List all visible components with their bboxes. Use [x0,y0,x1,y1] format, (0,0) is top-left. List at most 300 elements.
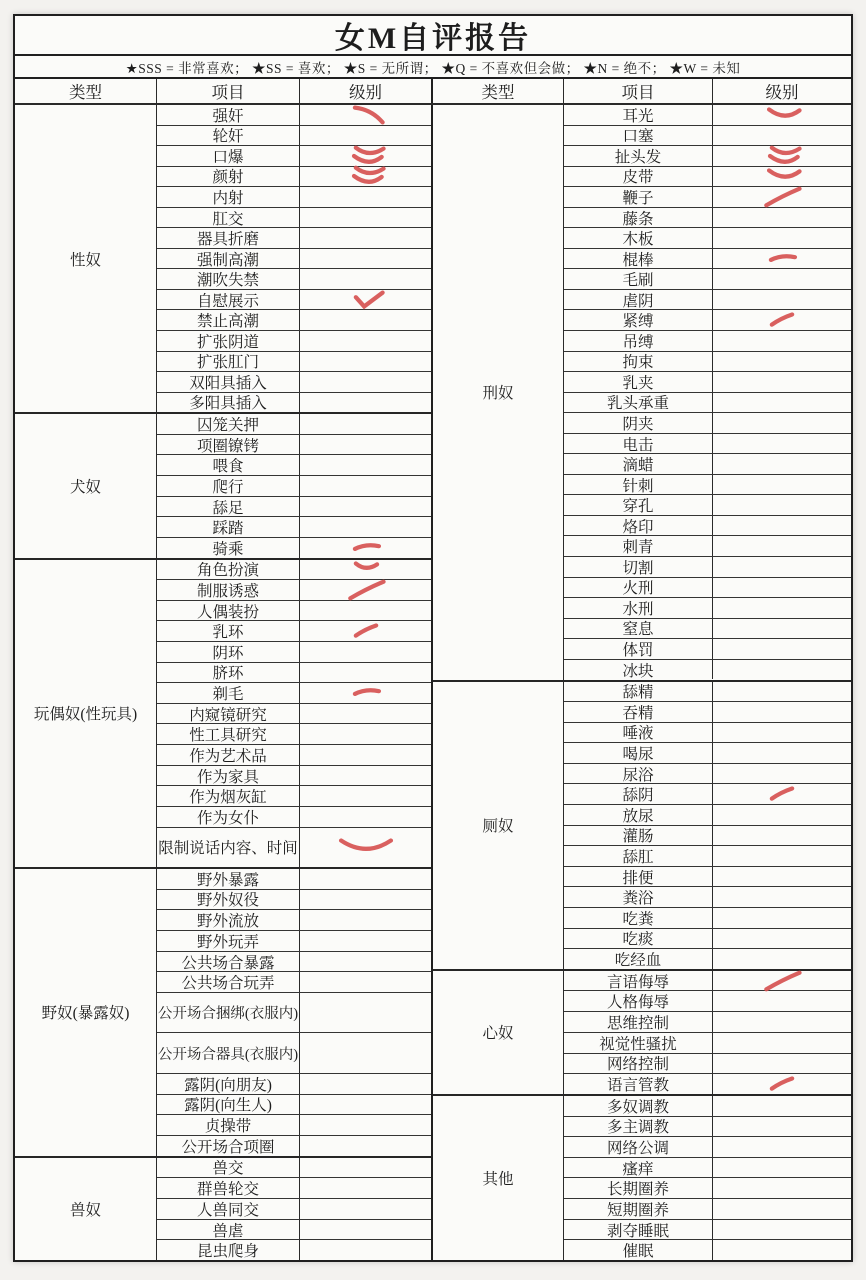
table-row [564,660,851,680]
category-cell: 玩偶奴(性玩具) [15,560,157,867]
level-cell [713,126,851,146]
item-cell: 内射 [157,187,300,207]
item-cell: 长期圈养 [564,1178,713,1198]
table-row [564,619,851,640]
level-cell [300,972,431,992]
table-row [564,413,851,434]
level-cell [713,1137,851,1157]
level-cell [300,538,431,558]
table-row [157,1199,431,1220]
item-cell: 公共场合玩弄 [157,972,300,992]
level-cell [713,146,851,166]
level-cell [300,1033,431,1072]
item-cell: 窒息 [564,619,713,639]
item-cell: 作为家具 [157,766,300,786]
item-cell: 多阳具插入 [157,393,300,413]
table-row [564,454,851,475]
table-row [157,952,431,973]
table-row [157,228,431,249]
item-cell: 器具折磨 [157,228,300,248]
table-row [564,290,851,311]
level-cell [300,560,431,580]
item-cell: 制服诱惑 [157,580,300,600]
level-cell [300,601,431,621]
table-row [564,867,851,888]
table-row [564,682,851,703]
item-cell: 扩张肛门 [157,352,300,372]
item-cell: 爬行 [157,476,300,496]
level-cell [300,435,431,455]
item-cell: 多主调教 [564,1117,713,1137]
category-cell: 兽奴 [15,1158,157,1260]
table-row [564,393,851,414]
item-cell: 网络控制 [564,1054,713,1074]
item-cell: 语言管教 [564,1074,713,1094]
category-section [433,682,851,971]
table-row [564,1158,851,1179]
header-item: 项目 [564,79,713,103]
item-cell: 双阳具插入 [157,372,300,392]
item-cell: 吞精 [564,702,713,722]
item-cell: 吃痰 [564,929,713,949]
category-section [433,1096,851,1260]
level-cell [713,208,851,228]
level-cell [713,805,851,825]
item-cell: 贞操带 [157,1115,300,1135]
table-row [564,846,851,867]
category-cell: 野奴(暴露奴) [15,869,157,1156]
level-cell [713,971,851,991]
level-cell [713,887,851,907]
level-cell [713,619,851,639]
level-cell [300,828,431,867]
red-pen-mark-dash [342,536,390,560]
level-cell [713,784,851,804]
table-row [157,1136,431,1156]
table-row [157,910,431,931]
table-row [157,993,431,1033]
table-row [564,495,851,516]
item-cell: 脐环 [157,663,300,683]
table-row [564,702,851,723]
level-cell [713,310,851,330]
item-cell: 吃经血 [564,949,713,969]
level-cell [713,598,851,618]
item-cell: 短期圈养 [564,1199,713,1219]
table-row [564,949,851,969]
level-cell [300,517,431,537]
level-cell [300,931,431,951]
table-row [564,805,851,826]
level-cell [300,126,431,146]
item-cell: 木板 [564,228,713,248]
item-cell: 野外玩弄 [157,931,300,951]
item-cell: 野外奴役 [157,890,300,910]
rating-legend: ★SSS = 非常喜欢； ★SS = 喜欢； ★S = 无所谓； ★Q = 不喜欢但会做； ★N = 绝不； ★W = 未知 [15,56,851,79]
item-cell: 拘束 [564,352,713,372]
level-cell [713,352,851,372]
level-cell [300,1199,431,1219]
item-cell: 体罚 [564,639,713,659]
item-cell: 排便 [564,867,713,887]
table-row [157,828,431,867]
level-cell [713,949,851,969]
level-cell [300,269,431,289]
table-row [564,352,851,373]
table-row [157,1220,431,1241]
item-cell: 露阴(向朋友) [157,1074,300,1094]
item-cell: 强制高潮 [157,249,300,269]
level-cell [300,105,431,125]
table-row [564,105,851,126]
level-cell [713,372,851,392]
table-row [157,663,431,684]
item-cell: 兽虐 [157,1220,300,1240]
level-cell [300,228,431,248]
red-pen-mark-sslash [759,308,805,332]
category-cell: 犬奴 [15,414,157,557]
item-cell: 踩踏 [157,517,300,537]
item-cell: 扩张阴道 [157,331,300,351]
item-cell: 人兽同交 [157,1199,300,1219]
level-cell [300,766,431,786]
table-row [564,331,851,352]
table-row [157,393,431,413]
level-cell [713,105,851,125]
item-cell: 阴夹 [564,413,713,433]
level-cell [713,331,851,351]
table-row [157,745,431,766]
category-section [433,971,851,1096]
table-row [564,991,851,1012]
level-cell [300,290,431,310]
level-cell [300,476,431,496]
table-row [564,434,851,455]
level-cell [713,536,851,556]
table-row [157,310,431,331]
table-row [157,1095,431,1116]
red-pen-mark-arc [338,103,394,127]
level-cell [300,310,431,330]
table-row [157,931,431,952]
item-cell: 滴蜡 [564,454,713,474]
level-cell [713,1074,851,1094]
item-cell: 潮吹失禁 [157,269,300,289]
header-level: 级别 [349,83,382,102]
table-row [157,683,431,704]
item-cell: 内窥镜研究 [157,704,300,724]
item-cell: 公开场合项圈 [157,1136,300,1156]
table-row [157,290,431,311]
item-cell: 棍棒 [564,249,713,269]
level-cell [713,743,851,763]
level-cell [713,929,851,949]
category-cell: 心奴 [433,971,564,1094]
table-row [157,105,431,126]
level-cell [300,455,431,475]
level-cell [300,952,431,972]
level-cell [713,764,851,784]
level-cell [713,1178,851,1198]
table-row [157,642,431,663]
item-cell: 群兽轮交 [157,1178,300,1198]
item-cell: 刺青 [564,536,713,556]
level-cell [713,1220,851,1240]
level-cell [713,826,851,846]
table-row [157,414,431,435]
level-cell [713,1240,851,1260]
item-cell: 烙印 [564,516,713,536]
item-cell: 舔阴 [564,784,713,804]
item-cell: 灌肠 [564,826,713,846]
item-cell: 口塞 [564,126,713,146]
level-cell [713,1199,851,1219]
item-cell: 乳头承重 [564,393,713,413]
item-cell: 网络公调 [564,1137,713,1157]
item-cell: 耳光 [564,105,713,125]
table-row [157,352,431,373]
level-cell [300,683,431,703]
table-row [157,372,431,393]
item-cell: 自慰展示 [157,290,300,310]
table-row [564,1220,851,1241]
item-cell: 针刺 [564,475,713,495]
item-cell: 项圈镣铐 [157,435,300,455]
level-cell [300,146,431,166]
item-cell: 野外流放 [157,910,300,930]
level-cell [300,1158,431,1178]
item-cell: 唾液 [564,723,713,743]
item-cell: 毛刷 [564,269,713,289]
assessment-table [13,14,853,1262]
item-cell: 乳环 [157,621,300,641]
table-row [157,249,431,270]
table-row [564,208,851,229]
category-section [15,105,431,414]
table-row [157,704,431,725]
item-cell: 放尿 [564,805,713,825]
level-cell [713,249,851,269]
table-row [564,1199,851,1220]
item-cell: 兽交 [157,1158,300,1178]
red-pen-mark-slash [336,578,396,602]
item-cell: 吃粪 [564,908,713,928]
header-right-half [433,79,851,103]
table-row [564,1240,851,1260]
item-cell: 穿孔 [564,495,713,515]
item-cell: 尿浴 [564,764,713,784]
item-cell: 电击 [564,434,713,454]
level-cell [713,393,851,413]
item-cell: 多奴调教 [564,1096,713,1116]
item-cell: 公开场合器具(衣服内) [157,1033,300,1072]
level-cell [713,682,851,702]
level-cell [713,660,851,680]
table-row [564,557,851,578]
header-type: 类型 [15,79,157,103]
red-pen-mark-curve [754,103,810,127]
level-cell [713,1012,851,1032]
red-pen-mark-dash [758,247,806,271]
table-row [157,1074,431,1095]
item-cell: 思维控制 [564,1012,713,1032]
level-cell [713,167,851,187]
level-cell [300,869,431,889]
table-row [564,1074,851,1094]
table-row [564,743,851,764]
item-cell: 水刑 [564,598,713,618]
table-row [564,908,851,929]
red-pen-mark-dchevron [338,164,394,188]
level-cell [713,269,851,289]
item-cell: 藤条 [564,208,713,228]
level-cell [300,1115,431,1135]
red-pen-mark-tick [338,288,394,312]
level-cell [713,495,851,515]
level-cell [300,1240,431,1260]
table-row [157,167,431,188]
table-row [564,929,851,950]
item-cell: 扯头发 [564,146,713,166]
table-row [564,826,851,847]
item-cell: 吊缚 [564,331,713,351]
table-row [157,1115,431,1136]
category-cell: 刑奴 [433,105,564,680]
table-row [157,621,431,642]
red-pen-mark-slash [752,969,812,993]
table-row [157,869,431,890]
table-row [564,310,851,331]
category-section [15,1158,431,1260]
item-cell: 公共场合暴露 [157,952,300,972]
category-section [15,869,431,1158]
table-row [564,578,851,599]
item-cell: 野外暴露 [157,869,300,889]
table-row [157,1178,431,1199]
level-cell [300,393,431,413]
table-row [157,208,431,229]
level-cell [713,228,851,248]
item-cell: 囚笼关押 [157,414,300,434]
table-row [157,187,431,208]
item-cell: 粪浴 [564,887,713,907]
level-cell [300,352,431,372]
item-cell: 虐阴 [564,290,713,310]
red-pen-mark-smile [329,835,403,859]
table-row [157,972,431,993]
red-pen-mark-dash [342,681,390,705]
table-row [157,1240,431,1260]
item-cell: 言语侮辱 [564,971,713,991]
category-section [433,105,851,682]
level-cell [713,475,851,495]
level-cell [300,1220,431,1240]
category-section [15,560,431,869]
level-cell [300,331,431,351]
table-row [157,1033,431,1073]
item-cell: 舔精 [564,682,713,702]
level-cell [300,786,431,806]
level-cell [713,516,851,536]
level-cell [713,557,851,577]
level-cell [713,290,851,310]
table-left-half [15,105,433,1260]
item-cell: 昆虫爬身 [157,1240,300,1260]
red-pen-mark-slash [752,185,812,209]
table-row [157,455,431,476]
level-cell [713,723,851,743]
item-cell: 舔足 [157,497,300,517]
level-cell [300,663,431,683]
item-cell: 皮带 [564,167,713,187]
table-row [564,1033,851,1054]
item-cell: 喝尿 [564,743,713,763]
red-pen-mark-sslash [759,782,805,806]
table-row [157,497,431,518]
item-cell: 舔肛 [564,846,713,866]
table-right-half [433,105,851,1260]
level-cell [713,1096,851,1116]
item-cell: 肛交 [157,208,300,228]
level-cell [300,745,431,765]
item-cell: 颜射 [157,167,300,187]
item-cell: 限制说话内容、时间 [157,828,300,867]
table-body [15,105,851,1260]
header-level: 级别 [765,83,799,102]
level-cell [300,910,431,930]
level-cell [713,578,851,598]
level-cell [300,993,431,1032]
level-cell [713,1054,851,1074]
level-cell [713,908,851,928]
table-row [564,536,851,557]
level-cell [713,639,851,659]
level-cell [300,1095,431,1115]
level-cell [300,208,431,228]
table-row [564,228,851,249]
table-row [157,1158,431,1179]
item-cell: 乳夹 [564,372,713,392]
item-cell: 剃毛 [157,683,300,703]
level-cell [300,580,431,600]
item-cell: 骑乘 [157,538,300,558]
item-cell: 催眠 [564,1240,713,1260]
header-left-half [15,79,433,103]
level-cell [300,890,431,910]
table-row [157,476,431,497]
table-row [157,538,431,558]
item-cell: 人偶装扮 [157,601,300,621]
category-cell: 性奴 [15,105,157,412]
table-row [564,249,851,270]
table-row [157,890,431,911]
level-cell [300,1136,431,1156]
item-cell: 冰块 [564,660,713,680]
level-cell [713,846,851,866]
level-cell [300,372,431,392]
table-row [564,887,851,908]
red-pen-mark-sslash [343,619,389,643]
level-cell [300,704,431,724]
item-cell: 禁止高潮 [157,310,300,330]
table-row [564,516,851,537]
item-cell: 切割 [564,557,713,577]
level-cell [713,1117,851,1137]
item-cell: 鞭子 [564,187,713,207]
level-cell [300,621,431,641]
item-cell: 露阴(向生人) [157,1095,300,1115]
table-row [564,1012,851,1033]
